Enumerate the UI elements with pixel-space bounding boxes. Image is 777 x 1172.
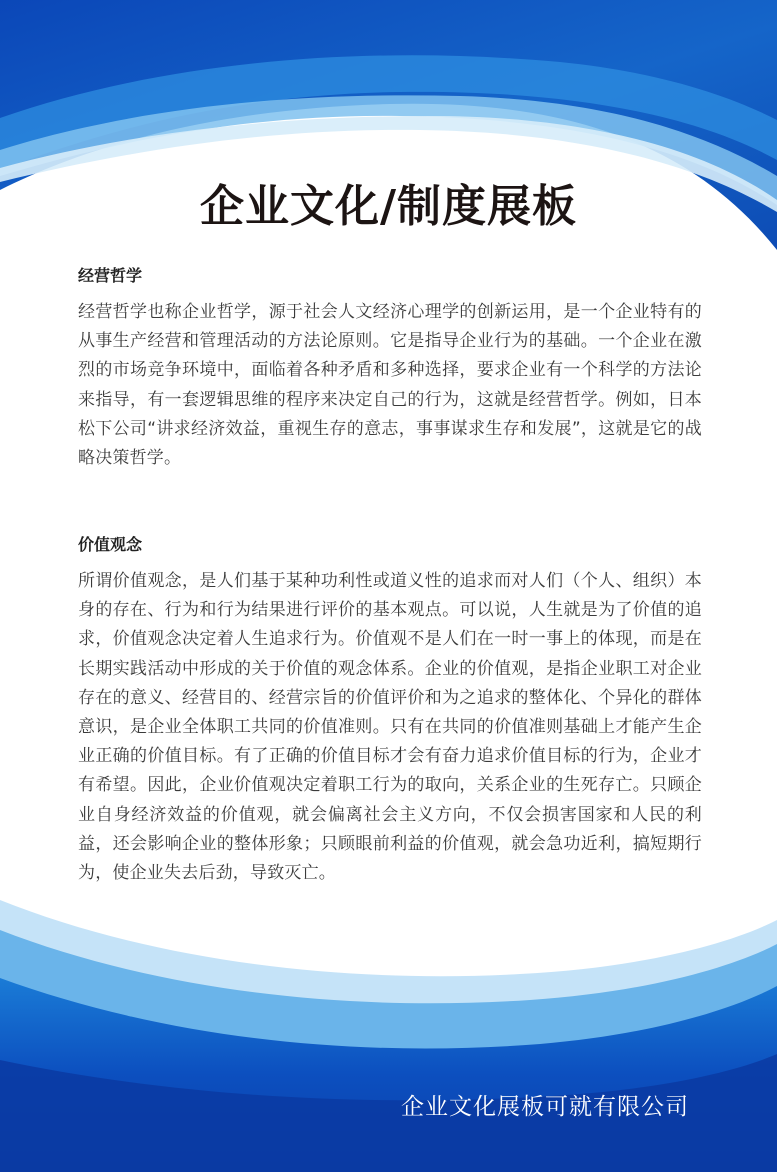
section-values bbox=[78, 533, 702, 888]
page-title: 企业文化/制度展板 bbox=[199, 181, 578, 232]
company-name: 企业文化展板可就有限公司 bbox=[401, 1094, 689, 1120]
section-heading: 价值观念 bbox=[78, 535, 143, 554]
section-body: 经营哲学也称企业哲学，源于社会人文经济心理学的创新运用，是一个企业特有的从事生产经营和管理活动的方法论原则。它是指导企业行为的基础。一个企业在激烈的市场竞争环境中，面临着各种矛盾和多种选择，要求企业有一个科学的方法论来指导，有一套逻辑思维的程序来决定自己的行为，这就是经营哲学。例如，日本松下公司“讲求经济效益，重视生存的意志，事事谋求生存和发展”，这就是它的战略决策哲学。 bbox=[78, 302, 702, 469]
section-business-philosophy bbox=[78, 264, 702, 473]
section-body: 所谓价值观念，是人们基于某种功利性或道义性的追求而对人们（个人、组织）本身的存在、行为和行为结果进行评价的基本观点。可以说，人生就是为了价值的追求，价值观念决定着人生追求行为。价值观不是人们在一时一事上的体现，而是在长期实践活动中形成的关于价值的观念体系。企业的价值观，是指企业职工对企业存在的意义、经营目的、经营宗旨的价值评价和为之追求的整体化、个异化的群体意识，是企业全体职工共同的价值准则。只有在共同的价值准则基础上才能产生企业正确的价值目标。有了正确的价值目标才会有奋力追求价值目标的行为，企业才有希望。因此，企业价值观决定着职工行为的取向，关系企业的生死存亡。只顾企业自身经济效益的价值观，就会偏离社会主义方向，不仅会损害国家和人民的利益，还会影响企业的整体形象；只顾眼前利益的价值观，就会急功近利，搞短期行为，使企业失去后劲，导致灭亡。 bbox=[78, 571, 702, 884]
bottom-wave bbox=[0, 900, 777, 1172]
section-heading: 经营哲学 bbox=[78, 266, 143, 285]
